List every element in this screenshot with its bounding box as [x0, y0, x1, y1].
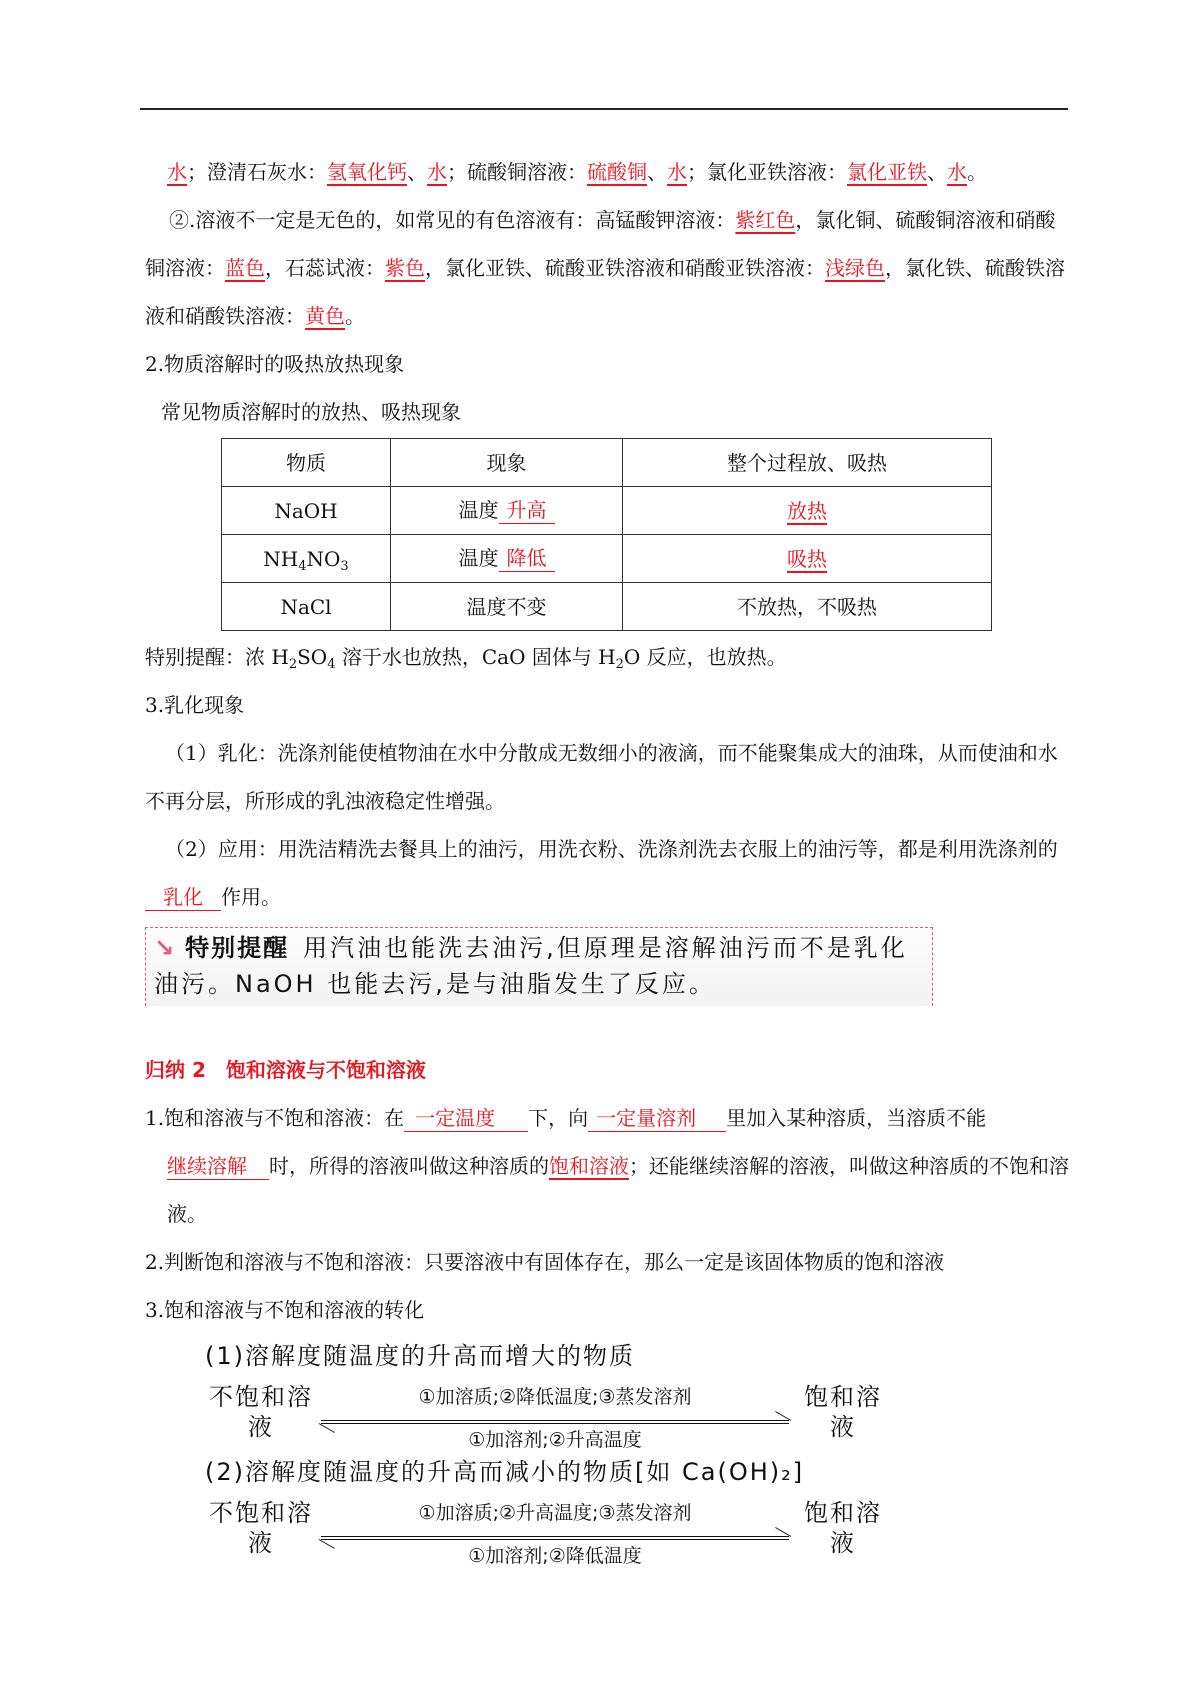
conversion-arrows — [317, 1502, 793, 1567]
text: 时，所得的溶液叫做这种溶质的 — [269, 1154, 549, 1178]
text: 溶于水也放热，CaO 固体与 H — [335, 645, 616, 669]
left-arrow-icon — [321, 1539, 789, 1542]
arrow-icon: ↘ — [154, 934, 178, 962]
text: 。 — [967, 160, 987, 184]
text: 、 — [647, 160, 667, 184]
text: ②.溶液不一定是无色的，如常见的有色溶液有：高锰酸钾溶液： — [169, 208, 736, 232]
text: SO — [297, 645, 328, 669]
paragraph-saturated-def — [145, 1094, 1070, 1238]
header-phenomenon: 现象 — [391, 439, 623, 487]
text: 温度 — [458, 546, 499, 570]
special-note — [145, 633, 1070, 681]
cell-substance: NaOH — [222, 487, 391, 535]
answer-heat: 放热 — [787, 498, 827, 523]
right-arrow-icon — [321, 1410, 789, 1421]
answer-heat: 吸热 — [787, 546, 827, 571]
text: ；硫酸铜溶液： — [447, 160, 587, 184]
text: ；澄清石灰水： — [187, 160, 327, 184]
answer-calcium-hydroxide: 氢氧化钙 — [327, 160, 407, 184]
reverse-conditions: ①加溶剂;②升高温度 — [468, 1429, 642, 1451]
paragraph-emulsification-def — [145, 729, 1070, 825]
text: 下，向 — [528, 1106, 589, 1130]
reverse-conditions: ①加溶剂;②降低温度 — [468, 1545, 642, 1567]
subscript: 3 — [340, 558, 349, 574]
paragraph-emulsification-use — [145, 825, 1070, 921]
text: 1.饱和溶液与不饱和溶液：在 — [145, 1106, 405, 1130]
answer-water: 水 — [947, 160, 967, 184]
answer-blank: 升高 — [499, 497, 555, 524]
answer-water: 水 — [167, 160, 187, 184]
saturated-label: 饱和溶液 — [804, 1499, 882, 1557]
forward-conditions: ①加溶质;②升高温度;③蒸发溶剂 — [418, 1502, 692, 1524]
left-arrow-icon — [321, 1423, 789, 1426]
text: NO — [306, 546, 341, 571]
text: （2）应用：用洗洁精洗去餐具上的油污，用洗衣粉、洗涤剂洗去衣服上的油污等，都是利用洗涤剂的 — [165, 837, 1058, 861]
cell-heat — [623, 535, 992, 583]
heading-emulsification: 3.乳化现象 — [145, 693, 245, 717]
section-heading — [145, 1046, 1070, 1094]
table-caption: 常见物质溶解时的放热、吸热现象 — [161, 400, 461, 424]
document-body — [145, 148, 1070, 1568]
text: 里加入某种溶质，当溶质不能 — [726, 1106, 987, 1130]
unsaturated-label: 不饱和溶液 — [209, 1383, 313, 1441]
answer-water: 水 — [667, 160, 687, 184]
text: ，氯化铜、硫酸铜溶液和硝酸铜溶液： — [145, 208, 1056, 280]
section-title: 饱和溶液与不饱和溶液 — [225, 1058, 426, 1082]
section-number: 归纳 2 — [145, 1058, 206, 1082]
heat-table — [221, 438, 992, 631]
paragraph-judge: 2.判断饱和溶液与不饱和溶液：只要溶液中有固体存在，那么一定是该固体物质的饱和溶液 — [145, 1250, 945, 1274]
diagram-title-2: (2)溶解度随温度的升高而减小的物质[如 Ca(OH)₂] — [205, 1458, 805, 1486]
text: （1）乳化：洗涤剂能使植物油在水中分散成无数细小的液滴，而不能聚集成大的油珠，从而使油和水不再分层，所形成的乳浊液稳定性增强。 — [145, 741, 1058, 813]
cell-phenomenon: 温度不变 — [391, 583, 623, 631]
text: O 反应，也放热。 — [623, 645, 787, 669]
header-heat: 整个过程放、吸热 — [623, 439, 992, 487]
header-rule — [140, 108, 1068, 110]
heading-conversion: 3.饱和溶液与不饱和溶液的转化 — [145, 1298, 425, 1322]
saturated-label: 饱和溶液 — [804, 1383, 882, 1441]
conversion-diagram — [205, 1336, 965, 1568]
conversion-row-2 — [205, 1492, 965, 1568]
answer-copper-sulfate: 硫酸铜 — [587, 160, 647, 184]
subscript: 2 — [615, 657, 624, 672]
tip-text: 用汽油也能洗去油污,但原理是溶解油污而不是乳化油污。NaOH 也能去污,是与油脂发生了反应。 — [154, 934, 908, 998]
text: ；氯化亚铁溶液： — [687, 160, 847, 184]
text: NH — [263, 546, 299, 571]
cell-phenomenon — [391, 535, 623, 583]
header-substance: 物质 — [222, 439, 391, 487]
cell-heat — [623, 487, 992, 535]
subscript: 4 — [298, 558, 307, 574]
cell-substance — [222, 535, 391, 583]
answer-blank: 一定温度 — [404, 1105, 528, 1132]
cell-substance: NaCl — [222, 583, 391, 631]
text: 、 — [407, 160, 427, 184]
text: 。 — [345, 304, 365, 328]
text: ，氯化铁、硫酸铁溶液和硝酸铁溶液： — [145, 256, 1065, 328]
answer-light-green: 浅绿色 — [825, 256, 885, 280]
answer-blank: 继续溶解 — [167, 1153, 269, 1180]
subscript: 4 — [327, 657, 336, 672]
heading-dissolution-heat: 2.物质溶解时的吸热放热现象 — [145, 352, 405, 376]
answer-saturated: 饱和溶液 — [549, 1154, 629, 1178]
text: ，石蕊试液： — [265, 256, 385, 280]
answer-ferrous-chloride: 氯化亚铁 — [847, 160, 927, 184]
answer-blank: 一定量溶剂 — [588, 1105, 726, 1132]
conversion-arrows — [317, 1386, 793, 1451]
unsaturated-label: 不饱和溶液 — [209, 1499, 313, 1557]
answer-purple-red: 紫红色 — [735, 208, 796, 232]
right-arrow-icon — [321, 1526, 789, 1537]
answer-blank: 降低 — [499, 545, 555, 572]
text: 、 — [927, 160, 947, 184]
table-row — [222, 487, 992, 535]
answer-blue: 蓝色 — [225, 256, 265, 280]
cell-phenomenon — [391, 487, 623, 535]
special-tip-box — [145, 927, 933, 1006]
table-header-row — [222, 439, 992, 487]
conversion-row-1 — [205, 1376, 965, 1452]
text: 特别提醒：浓 H — [145, 645, 289, 669]
paragraph-solution-components — [145, 148, 1070, 196]
cell-heat: 不放热，不吸热 — [623, 583, 992, 631]
diagram-title-1: (1)溶解度随温度的升高而增大的物质 — [205, 1342, 635, 1370]
answer-yellow: 黄色 — [305, 304, 345, 328]
text: 作用。 — [221, 885, 281, 909]
subscript: 2 — [288, 657, 298, 672]
paragraph-solution-colors — [145, 196, 1070, 340]
text: ；还能继续溶解的溶液，叫做这种溶质的不饱和溶液。 — [167, 1154, 1069, 1226]
table-row — [222, 583, 992, 631]
text: 温度 — [458, 498, 499, 522]
answer-blank: 乳化 — [145, 884, 221, 911]
answer-water: 水 — [427, 160, 447, 184]
answer-purple: 紫色 — [385, 256, 425, 280]
forward-conditions: ①加溶质;②降低温度;③蒸发溶剂 — [418, 1386, 692, 1408]
table-row — [222, 535, 992, 583]
tip-heading: 特别提醒 — [185, 934, 290, 962]
text: ，氯化亚铁、硫酸亚铁溶液和硝酸亚铁溶液： — [425, 256, 825, 280]
